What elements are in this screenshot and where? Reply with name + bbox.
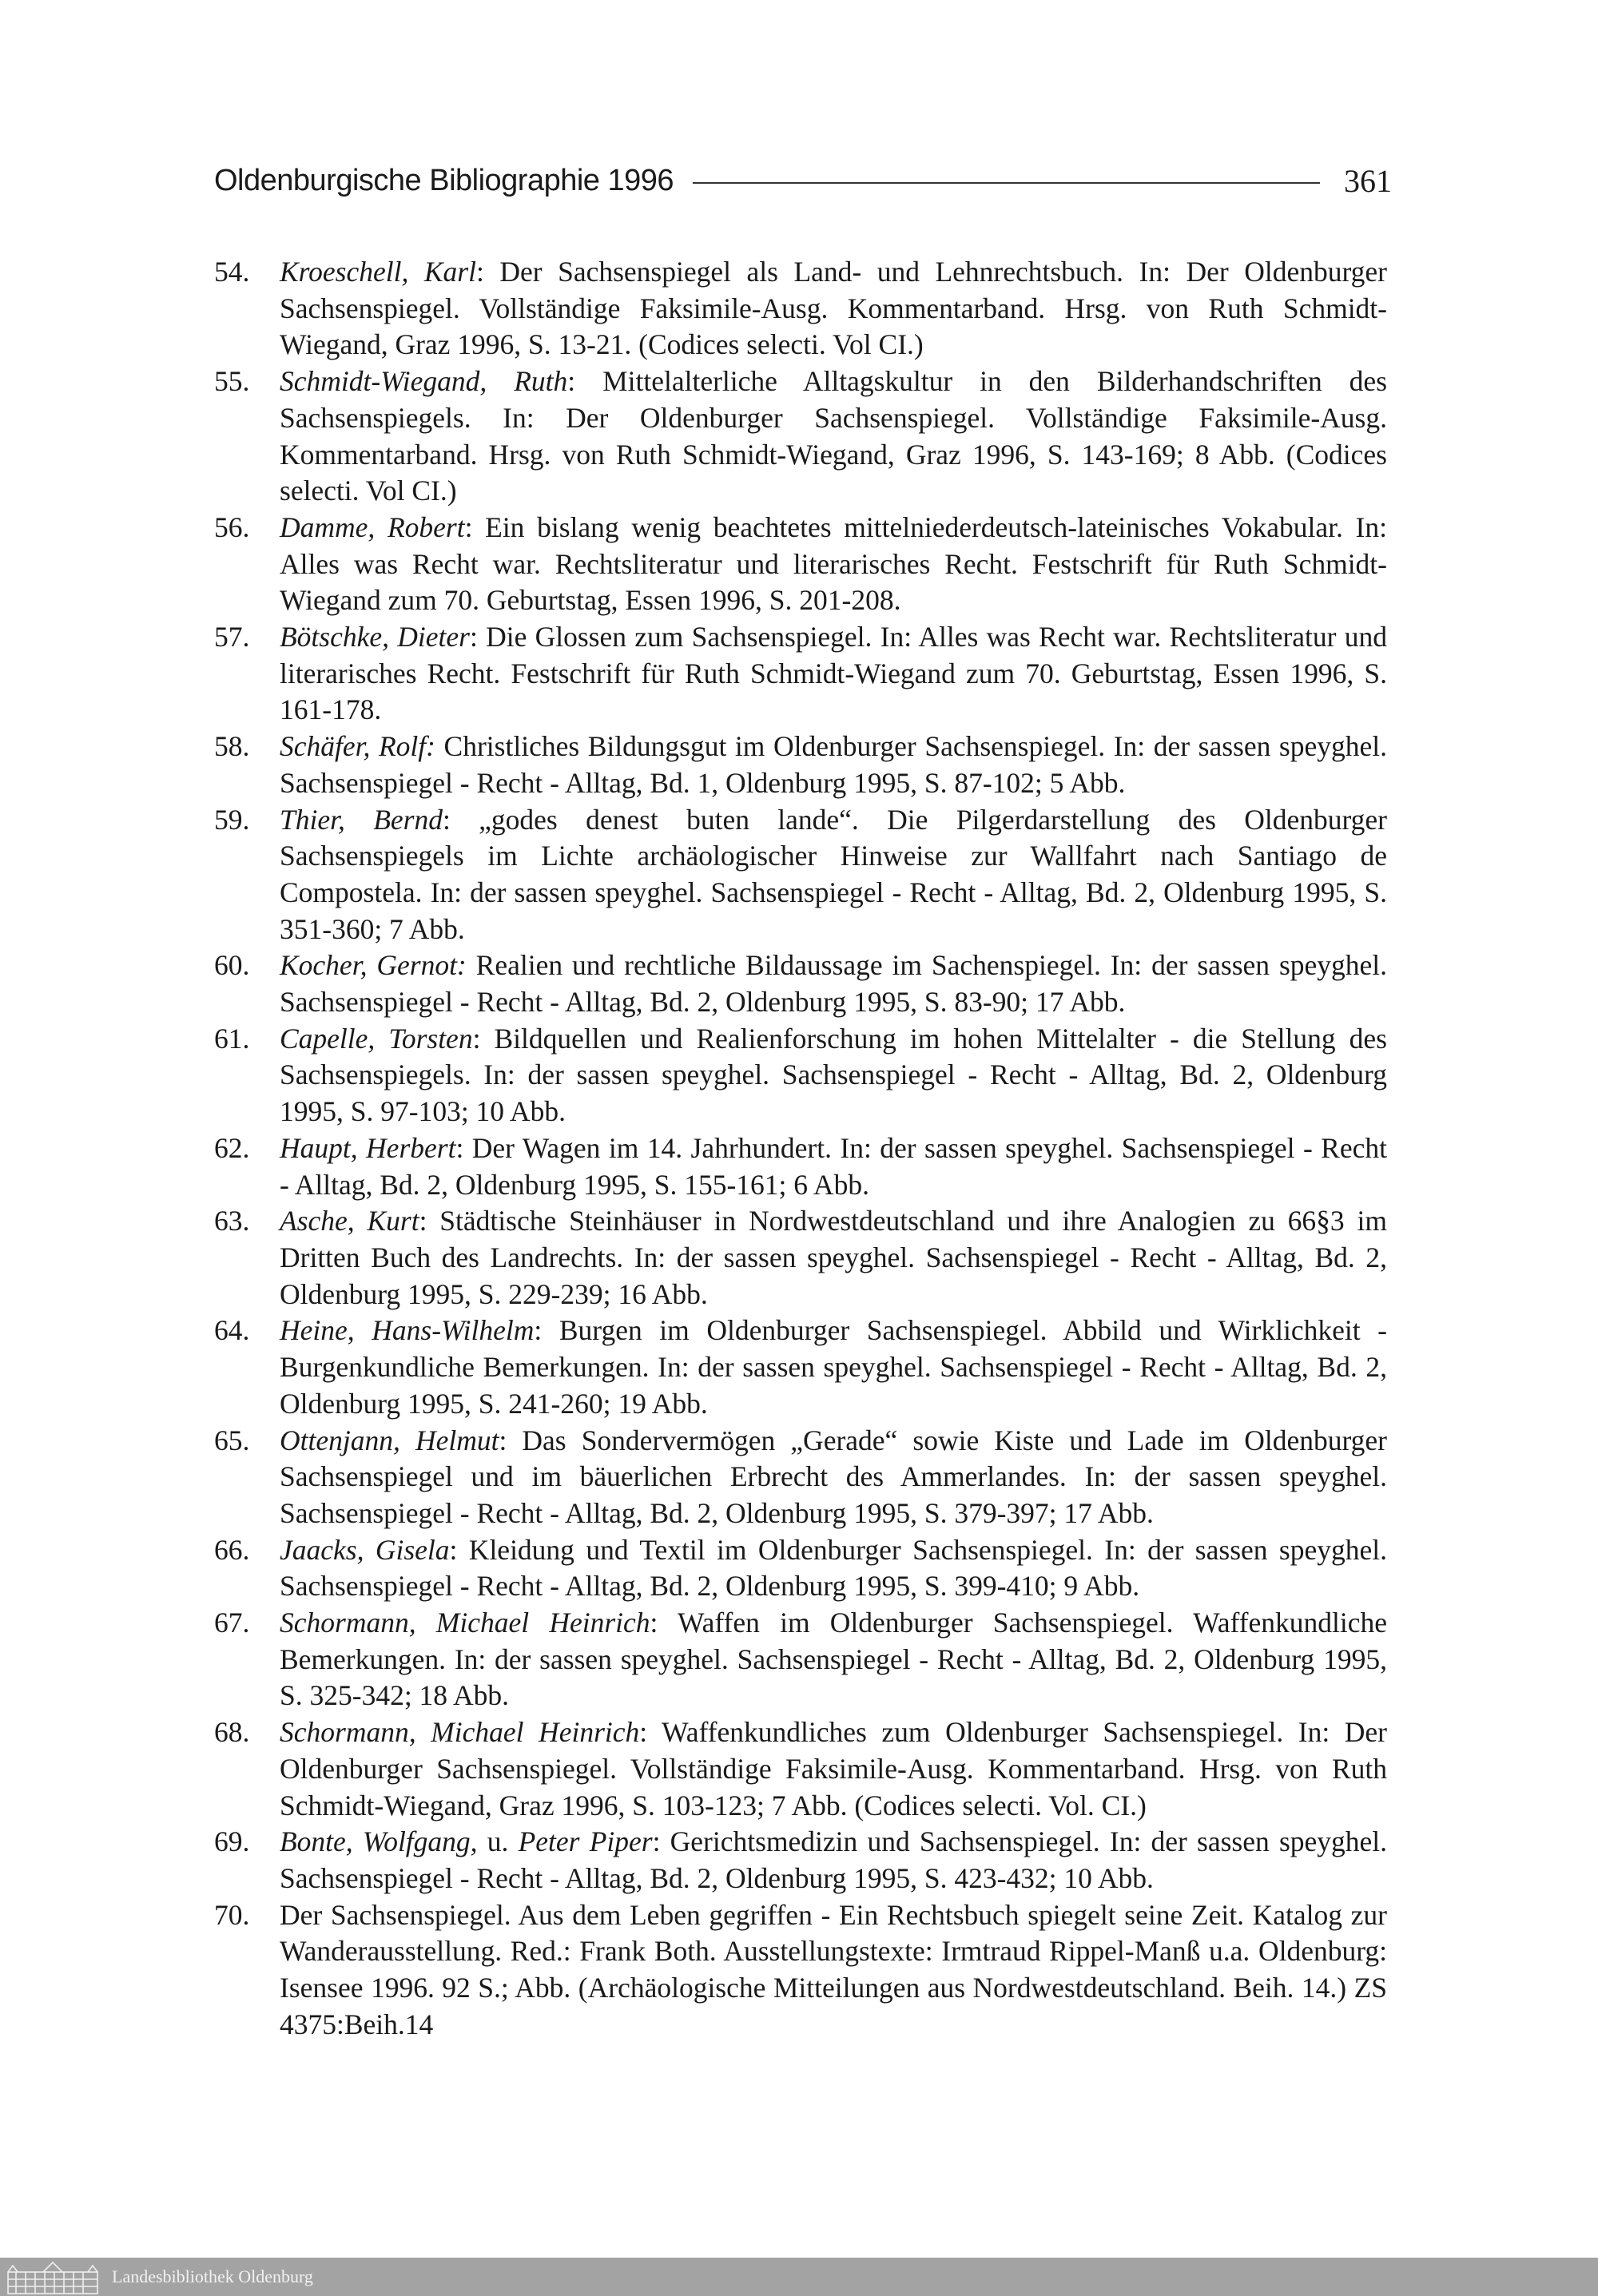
entry-author: Thier, Bernd [280,803,443,836]
entry-author: Schäfer, Rolf: [280,730,435,763]
entry-body [280,1313,1387,1422]
entry-text: : Kleidung und Textil im Oldenburger Sachsenspiegel. In: der sassen speyghel. Sachsenspiegel - Recht - Alltag, Bd. 2, Oldenburg 1995, S. 399-410; 9 Abb. [280,1533,1387,1603]
entry-text: : „godes denest buten lande“. Die Pilgerdarstellung des Oldenburger Sachsenspiegels im Lichte archäologischer Hinweise zur Wallfahrt nach Santiago de Compostela. In: der sassen speyghel. Sachsenspiegel - Recht - Alltag, Bd. 2, Oldenburg 1995, S. 351-360; 7 Abb. [280,803,1387,945]
library-name: Landesbibliothek Oldenburg [112,2266,313,2286]
entry-conjunction: u. [477,1825,519,1858]
bibliography-entry [214,363,1387,510]
entry-number: 59. [214,803,250,836]
entry-body [280,1203,1387,1313]
entry-author: Jaacks, Gisela [280,1533,450,1566]
entry-author: Schormann, Michael Heinrich [280,1607,650,1639]
bibliography-entry [214,1130,1387,1203]
entry-text: Der Sachsenspiegel. Aus dem Leben gegriffen - Ein Rechtsbuch spiegelt seine Zeit. Katalog zur Wanderausstellung. Red.: Frank Both. Ausstellungstexte: Irmtraud Rippel-Manß u.a. Oldenburg: Isensee 1996. 92 S.; Abb. (Archäologische Mitteilungen aus Nordwestdeutschland. Beih. 14.) ZS 4375:Beih.14 [280,1898,1387,2040]
entry-number: 58. [214,730,250,763]
header-title: Oldenburgische Bibliographie 1996 [214,163,674,197]
entry-number: 64. [214,1314,250,1347]
entry-body [280,1532,1387,1605]
entry-number: 56. [214,510,250,543]
entry-author: Schmidt-Wiegand, Ruth [280,365,568,398]
entry-number: 54. [214,256,250,288]
entry-number: 66. [214,1533,250,1566]
bibliography-entry [214,1824,1387,1897]
entry-text: : Burgen im Oldenburger Sachsenspiegel. Abbild und Wirklichkeit - Burgenkundliche Bemerkungen. In: der sassen speyghel. Sachsenspiegel - Recht - Alltag, Bd. 2, Oldenburg 1995, S. 241-260; 19 Abb. [280,1314,1387,1420]
bibliography-entry [214,1532,1387,1605]
entry-author: Bötschke, Dieter [280,621,470,653]
entry-number: 61. [214,1022,250,1055]
entry-number: 63. [214,1205,250,1237]
entry-author: Schormann, Michael Heinrich [280,1716,640,1749]
entry-coauthor: Peter Piper [518,1825,653,1858]
running-header [214,157,1392,205]
entry-text: : Das Sondervermögen „Gerade“ sowie Kiste und Lade im Oldenburger Sachsenspiegel und im bäuerlichen Erbrecht des Ammerlandes. In: der sassen speyghel. Sachsenspiegel - Recht - Alltag, Bd. 2, Oldenburg 1995, S. 379-397; 17 Abb. [280,1424,1387,1529]
entry-text: : Waffenkundliches zum Oldenburger Sachsenspiegel. In: Der Oldenburger Sachsenspiegel. Vollständige Faksimile-Ausg. Kommentarband. Hrsg. von Ruth Schmidt-Wiegand, Graz 1996, S. 103-123; 7 Abb. (Codices selecti. Vol. CI.) [280,1716,1388,1821]
entry-number: 68. [214,1716,250,1749]
entry-author: Bonte, Wolfgang, [280,1825,478,1858]
bibliography-entry [214,1203,1387,1313]
entry-body [280,254,1387,363]
entry-text: Christliches Bildungsgut im Oldenburger Sachsenspiegel. In: der sassen speyghel. Sachsenspiegel - Recht - Alltag, Bd. 1, Oldenburg 1995, S. 87-102; 5 Abb. [280,730,1388,799]
bibliography-entry [214,619,1387,729]
entry-text: : Mittelalterliche Alltagskultur in den Bilderhandschriften des Sachsenspiegels. In: Der Oldenburger Sachsenspiegel. Vollständige Faksimile-Ausg. Kommentarband. Hrsg. von Ruth Schmidt-Wiegand, Graz 1996, S. 143-169; 8 Abb. (Codices selecti. Vol CI.) [280,365,1388,507]
entry-body [280,802,1387,948]
entry-author: Haupt, Herbert [280,1131,456,1164]
bibliography-entry [214,1021,1387,1130]
entry-text: : Städtische Steinhäuser in Nordwestdeutschland und ihre Analogien zu 66§3 im Dritten Buch des Landrechts. In: der sassen speyghel. Sachsenspiegel - Recht - Alltag, Bd. 2, Oldenburg 1995, S. 229-239; 16 Abb. [280,1205,1387,1310]
entry-body [280,729,1387,801]
entry-body [280,363,1387,510]
entry-text: : Gerichtsmedizin und Sachsenspiegel. In: der sassen speyghel. Sachsenspiegel - Recht - Alltag, Bd. 2, Oldenburg 1995, S. 423-432; 10 Abb. [280,1825,1388,1894]
entry-author: Heine, Hans-Wilhelm [280,1314,535,1347]
entry-body [280,1423,1387,1532]
entry-number: 67. [214,1607,250,1639]
entry-number: 65. [214,1424,250,1456]
entry-body [280,1605,1387,1714]
entry-body [280,1897,1387,2044]
entry-text: : Ein bislang wenig beachtetes mittelniederdeutsch-lateinisches Vokabular. In: Alles was Recht war. Rechtsliteratur und literarisches Recht. Festschrift für Ruth Schmidt-Wiegand zum 70. Geburtstag, Essen 1996, S. 201-208. [280,510,1387,617]
bibliography-entry [214,1714,1387,1824]
bibliography-entry [214,1313,1387,1422]
bibliography-entry [214,1605,1387,1714]
footer-bar [0,2258,1598,2296]
bibliography-entry [214,1423,1387,1532]
entry-number: 60. [214,949,250,982]
entry-body [280,947,1387,1020]
entry-text: : Der Wagen im 14. Jahrhundert. In: der sassen speyghel. Sachsenspiegel - Recht - Alltag, Bd. 2, Oldenburg 1995, S. 155-161; 6 Abb. [280,1131,1387,1201]
bibliography-entry [214,1897,1387,2044]
entry-body [280,619,1387,729]
bibliography-entry [214,802,1387,948]
entry-text: Realien und rechtliche Bildaussage im Sachenspiegel. In: der sassen speyghel. Sachsenspiegel - Recht - Alltag, Bd. 2, Oldenburg 1995, S. 83-90; 17 Abb. [280,949,1388,1019]
entry-body [280,1714,1387,1824]
entry-author: Ottenjann, Helmut [280,1424,499,1456]
entry-text: : Waffen im Oldenburger Sachsenspiegel. Waffenkundliche Bemerkungen. In: der sassen speyghel. Sachsenspiegel - Recht - Alltag, Bd. 2, Oldenburg 1995, S. 325-342; 18 Abb. [280,1607,1387,1712]
header-rule [693,182,1320,184]
entry-body [280,1021,1387,1130]
entry-author: Kocher, Gernot: [280,949,467,982]
entry-author: Kroeschell, Karl [280,256,476,288]
entry-number: 55. [214,365,250,398]
entry-body [280,1824,1387,1897]
entry-number: 69. [214,1825,250,1858]
entry-author: Capelle, Torsten [280,1022,473,1055]
page-number: 361 [1344,162,1392,199]
entry-text: : Die Glossen zum Sachsenspiegel. In: Alles was Recht war. Rechtsliteratur und literarisches Recht. Festschrift für Ruth Schmidt-Wiegand zum 70. Geburtstag, Essen 1996, S. 161-178. [280,621,1388,726]
entry-text: : Der Sachsenspiegel als Land- und Lehnrechtsbuch. In: Der Oldenburger Sachsenspiegel. Vollständige Faksimile-Ausg. Kommentarband. Hrsg. von Ruth Schmidt-Wiegand, Graz 1996, S. 13-21. (Codices selecti. Vol CI.) [280,256,1387,361]
bibliography-list [214,254,1387,2043]
entry-number: 70. [214,1898,250,1931]
entry-number: 57. [214,621,250,653]
library-building-icon [5,2259,101,2294]
entry-body [280,1130,1387,1203]
entry-author: Asche, Kurt [280,1205,419,1237]
bibliography-entry [214,729,1387,801]
entry-body [280,510,1387,619]
bibliography-entry [214,510,1387,619]
bibliography-entry [214,254,1387,363]
entry-author: Damme, Robert [280,510,465,543]
bibliography-entry [214,947,1387,1020]
entry-number: 62. [214,1131,250,1164]
entry-text: : Bildquellen und Realienforschung im hohen Mittelalter - die Stellung des Sachsenspiegels. In: der sassen speyghel. Sachsenspiegel - Recht - Alltag, Bd. 2, Oldenburg 1995, S. 97-103; 10 Abb. [280,1022,1387,1128]
